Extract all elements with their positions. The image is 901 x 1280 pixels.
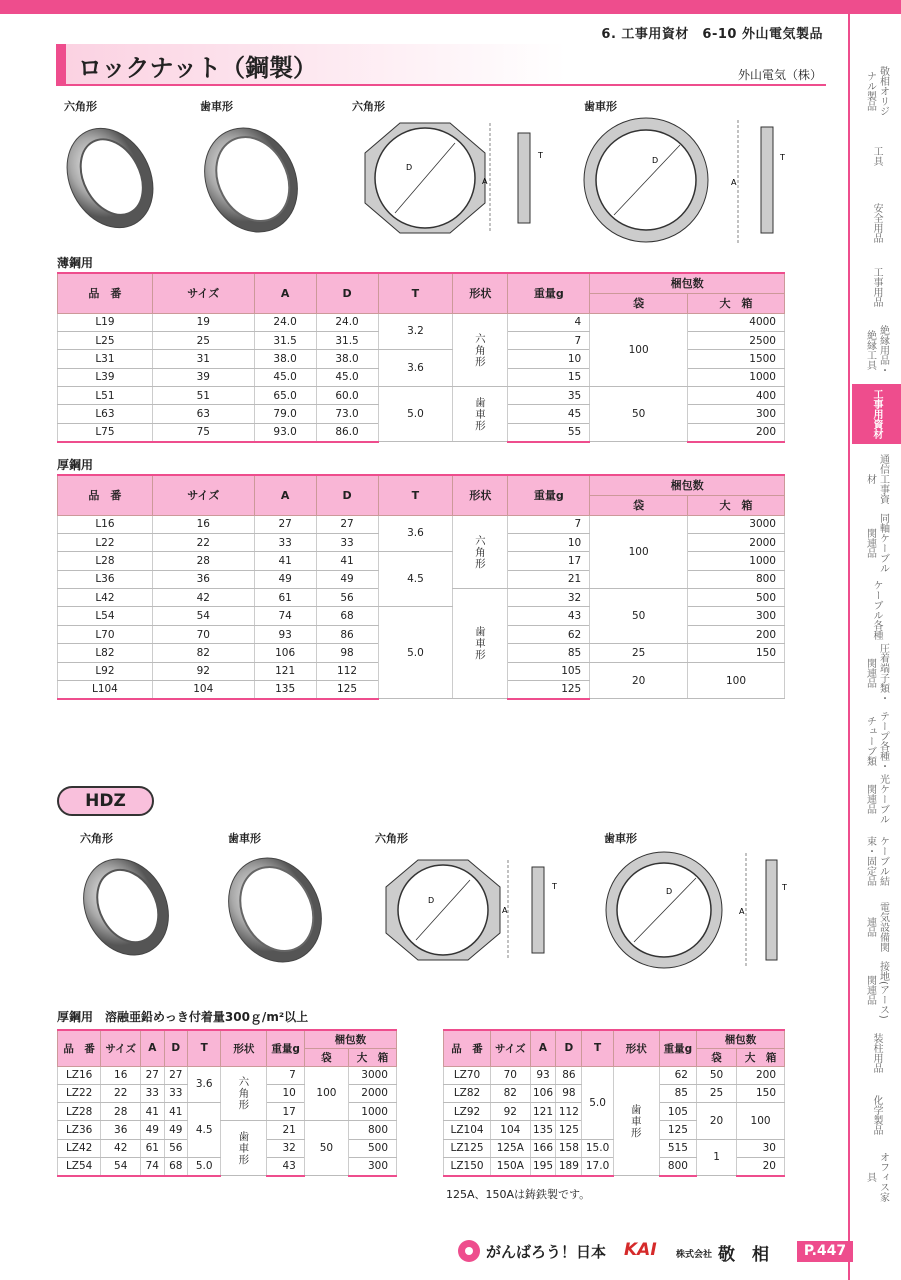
table-row: LZ22 22 33 33 10 2000 <box>58 1084 397 1102</box>
hex-nut-drawing <box>340 118 555 240</box>
fig-label-gear-drawing: 歯車形 <box>584 100 617 113</box>
sidebar-item-tapes[interactable]: テープ各種・チューブ類 <box>864 711 889 771</box>
hdz-dim-t-label-2: T <box>782 883 787 892</box>
table-row: L22 22 33 33 10 2000 <box>58 533 785 551</box>
hdz-note: 厚鋼用 溶融亜鉛めっき付着量300ｇ/m²以上 <box>57 1010 309 1024</box>
sidebar-item-construction[interactable]: 工事用品 <box>871 267 882 307</box>
hdz-dim-t-label: T <box>552 882 557 891</box>
hdz-hex-nut-drawing <box>368 855 568 965</box>
table-row: LZ150 150A 195 189 17.0 800 20 <box>444 1157 785 1175</box>
page-title: ロックナット（鋼製） <box>78 54 318 82</box>
table-row: LZ70 70 93 86 5.0 歯車形 62 50 200 <box>444 1066 785 1084</box>
table-row: LZ54 54 74 68 5.0 43 300 <box>58 1157 397 1175</box>
dim-d-label-2: D <box>652 156 659 165</box>
hdz-fig-label-hex: 六角形 <box>80 832 113 845</box>
hdz-gear-nut-photo <box>220 850 330 970</box>
table-row: L28 28 41 41 4.5 17 1000 <box>58 552 785 570</box>
sidebar-item-binding[interactable]: ケーブル結束・固定品 <box>864 836 889 886</box>
sidebar-item-terminals[interactable]: 圧着端子類・関連品 <box>864 643 889 703</box>
table-row: L31 31 38.0 38.0 3.6 10 1500 <box>58 350 785 368</box>
hdz-dim-a-label-2: A <box>739 907 745 916</box>
dim-t-label: T <box>538 151 543 160</box>
sidebar-item-original[interactable]: 敬相オリジナル製品 <box>864 66 889 116</box>
dim-a-label: A <box>482 177 488 186</box>
sidebar-item-cables[interactable]: ケーブル各種 <box>871 580 882 640</box>
title-bar <box>56 44 826 86</box>
fig-label-gear-photo: 歯車形 <box>200 100 233 113</box>
sidebar-item-materials[interactable]: 工事用資材 <box>852 384 901 444</box>
gear-nut-photo <box>196 120 306 240</box>
footer-slogan: がんばろう！日本 <box>486 1243 607 1261</box>
maker-name: 外山電気（株） <box>737 68 822 82</box>
sidebar-item-tools[interactable]: 工具 <box>871 146 882 166</box>
sidebar-item-electrical[interactable]: 電気設備関連品 <box>864 902 889 952</box>
hdz-fig-label-gear-drawing: 歯車形 <box>604 832 637 845</box>
thin-steel-table: 品 番 サイズ A D T 形状 重量g 梱包数 袋 大 箱 L19 19 24.0 24.0 3.2 六角形 4 100 4000 L25 25 31.5 31.5 7 2500 L31 31 38.0 38.0 3.6 10 1500 L39 39 45.0 45.0 15 1000 L51 51 65.0 60.0 5.0 歯車形 35 50 400 L63 63 79.0 73.0 45 300 L75 75 93.0 86.0 55 200 <box>57 272 785 443</box>
hdz-dim-d-label-2: D <box>666 887 673 896</box>
sidebar-item-insulation[interactable]: 絶縁用品・絶縁工具 <box>864 325 889 375</box>
table-row: L75 75 93.0 86.0 55 200 <box>58 423 785 441</box>
table-row: L70 70 93 86 62 200 <box>58 625 785 643</box>
sidebar-item-pole[interactable]: 装柱用品 <box>871 1033 882 1073</box>
table-row: L19 19 24.0 24.0 3.2 六角形 4 100 4000 <box>58 313 785 331</box>
table-row: LZ92 92 121 112 105 20 100 <box>444 1103 785 1121</box>
page-number: P.447 <box>797 1241 853 1262</box>
table-row: L36 36 49 49 21 800 <box>58 570 785 588</box>
thin-steel-label: 薄鋼用 <box>57 256 94 270</box>
table-row: L82 82 106 98 85 25 150 <box>58 644 785 662</box>
thick-steel-label: 厚鋼用 <box>57 458 94 472</box>
title-accent <box>56 44 66 84</box>
company-prefix: 株式会社 <box>676 1250 713 1260</box>
dim-t-label-2: T <box>780 153 785 162</box>
sidebar-item-safety[interactable]: 安全用品 <box>871 203 882 243</box>
sidebar-item-office[interactable]: オフィス家具 <box>864 1152 889 1202</box>
hdz-fig-label-gear: 歯車形 <box>228 832 261 845</box>
brand-logo: KAI <box>624 1240 657 1260</box>
hex-nut-photo <box>60 118 160 238</box>
hdz-fig-label-hex-drawing: 六角形 <box>375 832 408 845</box>
cherry-blossom-icon <box>456 1238 482 1264</box>
hdz-left-table: 品 番 サイズ A D T 形状 重量g 梱包数 袋 大 箱 LZ16 16 27 27 3.6 六角形 7 100 3000 LZ22 22 33 33 10 2000 LZ28 28 41 41 4.5 17 1000 LZ36 36 49 49 歯車形 21 50 800 LZ42 42 61 56 32 500 LZ54 54 74 68 5.0 43 300 <box>57 1029 397 1177</box>
table-row: L104 104 135 125 125 <box>58 681 785 699</box>
hdz-hex-nut-photo <box>76 850 176 965</box>
fig-label-hex-drawing: 六角形 <box>352 100 385 113</box>
footnote: 125A、150Aは鋳鉄製です。 <box>446 1188 591 1201</box>
dim-a-label-2: A <box>731 178 737 187</box>
hdz-dim-a-label: A <box>502 906 508 915</box>
sidebar-item-chemical[interactable]: 化学製品 <box>871 1095 882 1135</box>
table-row: LZ42 42 61 56 32 500 <box>58 1139 397 1157</box>
company-name: 敬 相 <box>718 1245 769 1265</box>
sidebar-item-grounding[interactable]: 接地(アース)関連品 <box>864 961 889 1019</box>
fig-label-hex-photo: 六角形 <box>64 100 97 113</box>
table-row: L51 51 65.0 60.0 5.0 歯車形 35 50 400 <box>58 387 785 405</box>
gear-nut-drawing <box>576 115 791 250</box>
hdz-badge: HDZ <box>57 786 154 816</box>
hdz-gear-nut-drawing <box>596 848 796 973</box>
table-row: LZ28 28 41 41 4.5 17 1000 <box>58 1103 397 1121</box>
sidebar-item-telecom[interactable]: 通信工事資材 <box>864 454 889 504</box>
category-sidebar <box>848 0 901 1280</box>
table-row: L42 42 61 56 歯車形 32 50 500 <box>58 589 785 607</box>
top-color-bar <box>0 0 901 14</box>
table-row: L16 16 27 27 3.6 六角形 7 100 3000 <box>58 515 785 533</box>
table-row: L92 92 121 112 105 20 100 <box>58 662 785 680</box>
table-row: LZ16 16 27 27 3.6 六角形 7 100 3000 <box>58 1066 397 1084</box>
sidebar-item-optical[interactable]: 光ケーブル関連品 <box>864 774 889 824</box>
table-row: L39 39 45.0 45.0 15 1000 <box>58 368 785 386</box>
table-row: LZ36 36 49 49 歯車形 21 50 800 <box>58 1121 397 1139</box>
table-row: L54 54 74 68 5.0 43 300 <box>58 607 785 625</box>
table-row: LZ82 82 106 98 85 25 150 <box>444 1084 785 1102</box>
table-row: L25 25 31.5 31.5 7 2500 <box>58 331 785 349</box>
table-row: LZ125 125A 166 158 15.0 515 1 30 <box>444 1139 785 1157</box>
section-heading: 6. 工事用資材 6-10 外山電気製品 <box>601 27 823 42</box>
thick-steel-table: 品 番 サイズ A D T 形状 重量g 梱包数 袋 大 箱 L16 16 27 27 3.6 六角形 7 100 3000 L22 22 33 33 10 2000 L28 28 41 41 4.5 17 1000 L36 36 49 49 21 800 L42 42 61 56 歯車形 32 50 500 L54 54 74 68 5.0 43 300 L70 70 93 86 62 200 L82 82 106 98 85 25 150 L92 92 121 112 105 20 100 L104 104 135 125 125 <box>57 474 785 700</box>
hdz-right-table: 品 番 サイズ A D T 形状 重量g 梱包数 袋 大 箱 LZ70 70 93 86 5.0 歯車形 62 50 200 LZ82 82 106 98 85 25 150 LZ92 92 121 112 105 20 100 LZ104 104 135 125 125 LZ125 125A 166 158 15.0 515 1 30 LZ150 150A 195 189 17.0 800 20 <box>443 1029 785 1177</box>
hdz-dim-d-label: D <box>428 896 435 905</box>
table-row: LZ104 104 135 125 125 <box>444 1121 785 1139</box>
sidebar-item-coaxial[interactable]: 同軸ケーブル関連品 <box>864 513 889 573</box>
dim-d-label: D <box>406 163 413 172</box>
table-row: L63 63 79.0 73.0 45 300 <box>58 405 785 423</box>
